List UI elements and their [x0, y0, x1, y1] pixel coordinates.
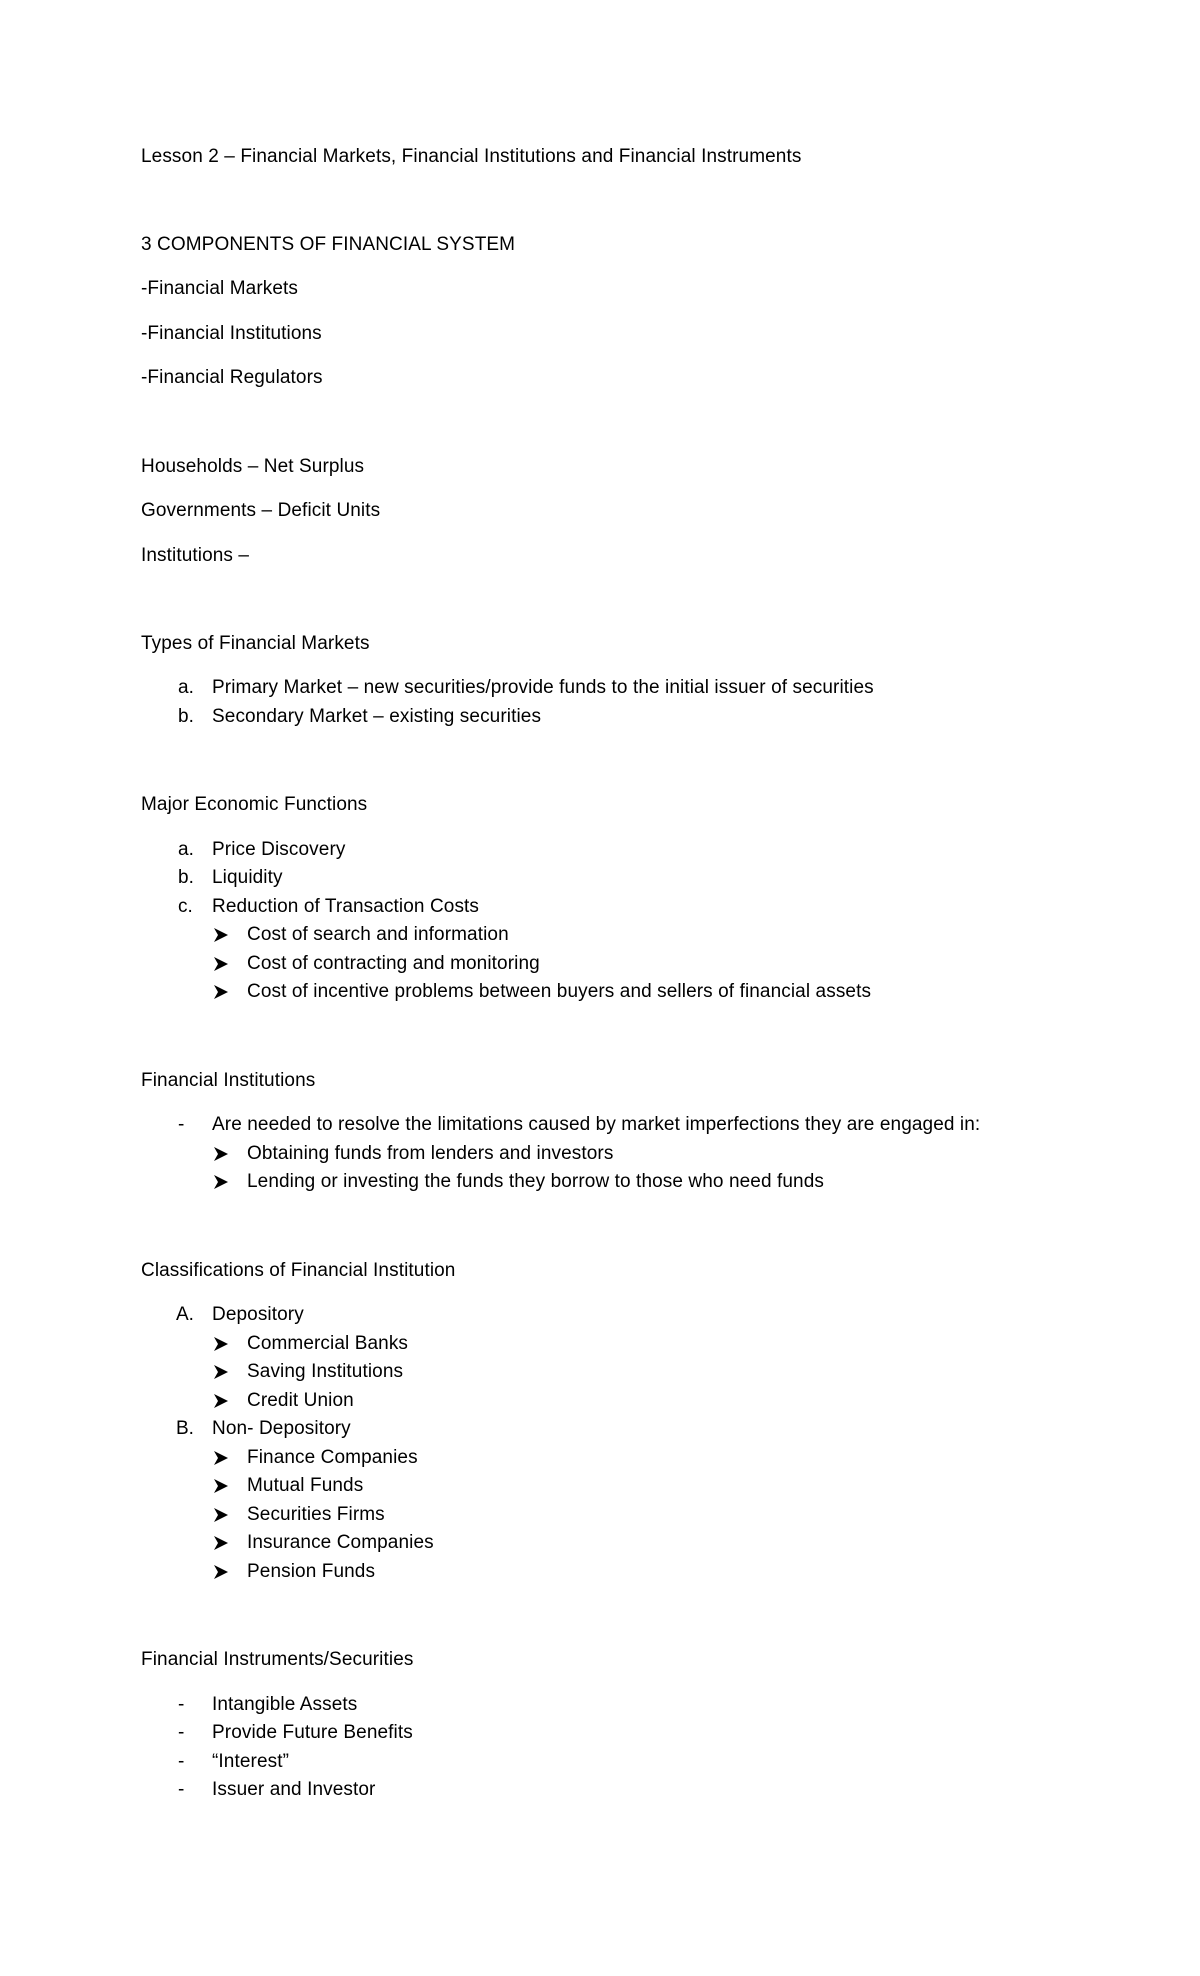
- list-item: Reduction of Transaction Costs: [212, 896, 480, 917]
- document-title: Lesson 2 – Financial Markets, Financial Institutions and Financial Instruments: [141, 146, 802, 167]
- section-heading: Financial Instruments/Securities: [141, 1649, 414, 1670]
- arrow-bullet-icon: [213, 1478, 229, 1494]
- list-marker: -: [178, 1694, 185, 1715]
- sub-list-item: Cost of incentive problems between buyers and sellers of financial assets: [247, 981, 872, 1002]
- list-item: Are needed to resolve the limitations caused by market imperfections they are engaged in:: [212, 1114, 981, 1135]
- arrow-bullet-icon: [213, 984, 229, 1000]
- sub-list-item: Finance Companies: [247, 1447, 418, 1468]
- sub-list-item: Insurance Companies: [247, 1532, 434, 1553]
- components-heading: 3 COMPONENTS OF FINANCIAL SYSTEM: [141, 234, 516, 255]
- list-marker: -: [178, 1751, 185, 1772]
- sub-list-item: Cost of search and information: [247, 924, 509, 945]
- sub-list-item: Lending or investing the funds they borrow to those who need funds: [247, 1171, 824, 1192]
- section-heading: Classifications of Financial Institution: [141, 1260, 456, 1281]
- sub-list-item: Obtaining funds from lenders and investors: [247, 1143, 614, 1164]
- list-marker: A.: [176, 1304, 194, 1325]
- arrow-bullet-icon: [213, 1564, 229, 1580]
- list-item: Liquidity: [212, 867, 283, 888]
- sub-list-item: Mutual Funds: [247, 1475, 364, 1496]
- arrow-bullet-icon: [213, 956, 229, 972]
- arrow-bullet-icon: [213, 1364, 229, 1380]
- unit-item: Institutions –: [141, 545, 250, 566]
- list-item: Intangible Assets: [212, 1694, 358, 1715]
- unit-item: Households – Net Surplus: [141, 456, 365, 477]
- section-heading: Major Economic Functions: [141, 794, 368, 815]
- sub-list-item: Commercial Banks: [247, 1333, 409, 1354]
- component-item: -Financial Regulators: [141, 367, 323, 388]
- list-marker: b.: [178, 706, 194, 727]
- component-item: -Financial Institutions: [141, 323, 322, 344]
- sub-list-item: Cost of contracting and monitoring: [247, 953, 540, 974]
- sub-list-item: Saving Institutions: [247, 1361, 404, 1382]
- list-item: Primary Market – new securities/provide funds to the initial issuer of securities: [212, 677, 874, 698]
- list-marker: -: [178, 1722, 185, 1743]
- unit-item: Governments – Deficit Units: [141, 500, 381, 521]
- list-item: Non- Depository: [212, 1418, 351, 1439]
- list-marker: a.: [178, 839, 194, 860]
- list-marker: a.: [178, 677, 194, 698]
- arrow-bullet-icon: [213, 1450, 229, 1466]
- sub-list-item: Securities Firms: [247, 1504, 385, 1525]
- section-heading: Types of Financial Markets: [141, 633, 370, 654]
- list-item: Secondary Market – existing securities: [212, 706, 542, 727]
- arrow-bullet-icon: [213, 1393, 229, 1409]
- list-item: “Interest”: [212, 1751, 290, 1772]
- sub-list-item: Credit Union: [247, 1390, 354, 1411]
- list-marker: b.: [178, 867, 194, 888]
- list-item: Provide Future Benefits: [212, 1722, 413, 1743]
- arrow-bullet-icon: [213, 1507, 229, 1523]
- list-item: Depository: [212, 1304, 304, 1325]
- section-heading: Financial Institutions: [141, 1070, 316, 1091]
- list-marker: -: [178, 1779, 185, 1800]
- arrow-bullet-icon: [213, 1174, 229, 1190]
- arrow-bullet-icon: [213, 1336, 229, 1352]
- arrow-bullet-icon: [213, 1535, 229, 1551]
- sub-list-item: Pension Funds: [247, 1561, 376, 1582]
- list-marker: -: [178, 1114, 185, 1135]
- arrow-bullet-icon: [213, 1146, 229, 1162]
- component-item: -Financial Markets: [141, 278, 299, 299]
- list-item: Issuer and Investor: [212, 1779, 376, 1800]
- arrow-bullet-icon: [213, 927, 229, 943]
- list-item: Price Discovery: [212, 839, 346, 860]
- list-marker: c.: [178, 896, 193, 917]
- list-marker: B.: [176, 1418, 194, 1439]
